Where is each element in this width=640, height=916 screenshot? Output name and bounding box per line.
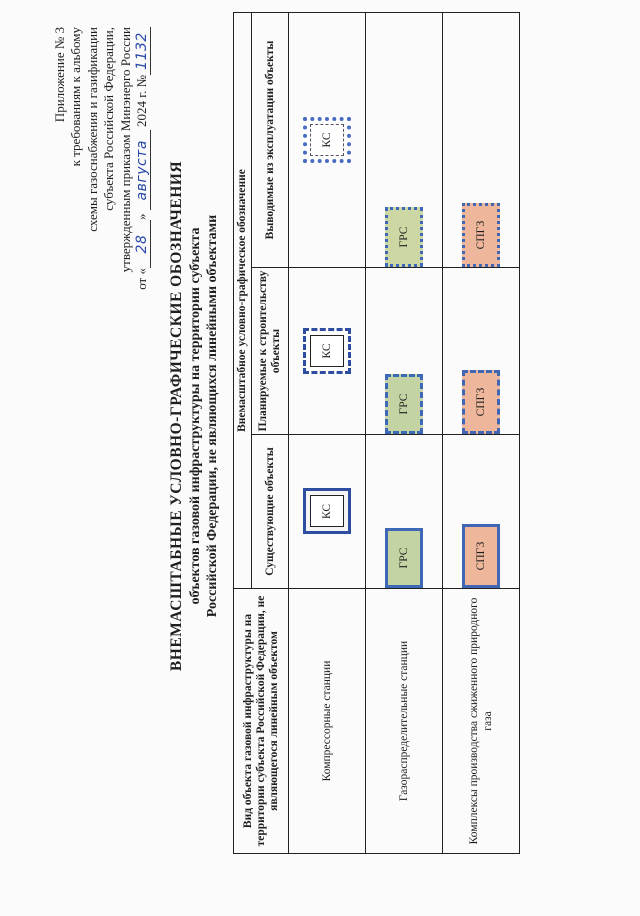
handwritten-day: 28	[134, 220, 151, 268]
symbol-cell	[443, 435, 520, 589]
handwritten-number: 1132	[134, 27, 151, 75]
table-row	[443, 13, 520, 854]
lng-complex-existing-symbol: СПГЗ	[462, 524, 500, 588]
compressor-station-decommissioned-symbol	[303, 117, 351, 163]
symbol-cell	[443, 268, 520, 435]
compressor-station-planned-symbol	[303, 328, 351, 374]
header-decommissioned: Выводимые из эксплуатации объекты	[252, 13, 289, 268]
appendix-line: Приложение № 3	[52, 27, 67, 123]
symbol-cell	[289, 435, 366, 589]
gas-distribution-station-existing-symbol: ГРС	[385, 528, 423, 588]
symbol-cell	[366, 268, 443, 435]
lng-complex-decommissioned-symbol: СПГЗ	[462, 203, 500, 267]
header-existing: Существующие объекты	[252, 435, 289, 589]
symbol-cell	[366, 435, 443, 589]
symbol-label: КС	[310, 496, 344, 528]
row-kind-label: Комплексы производства сжиженного природного газа	[443, 589, 520, 854]
symbol-cell	[443, 13, 520, 268]
date-year: 2024 г. №	[134, 75, 150, 128]
symbol-label: КС	[310, 335, 344, 367]
appendix-line: субъекта Российской Федерации,	[101, 27, 117, 211]
heading-subtitle-2: Российской Федерации, не являющихся линейными объектами	[205, 214, 220, 618]
symbol-cell	[289, 268, 366, 435]
table-row	[366, 13, 443, 854]
header-object-kind: Вид объекта газовой инфраструктуры на территории субъекта Российской Федерации, не являющегося линейным объектом	[234, 589, 289, 854]
appendix-line: утвержденным приказом Минэнерго России	[117, 27, 133, 273]
appendix-block	[52, 27, 151, 547]
row-kind-label: Газораспределительные станции	[366, 589, 443, 854]
date-prefix: от «	[134, 268, 150, 290]
row-kind-label: Компрессорные станции	[289, 589, 366, 854]
heading-title: ВНЕМАСШТАБНЫЕ УСЛОВНО-ГРАФИЧЕСКИЕ ОБОЗНАЧЕНИЯ	[168, 160, 185, 672]
date-sep: »	[134, 213, 150, 221]
lng-complex-planned-symbol: СПГЗ	[462, 370, 500, 434]
header-planned: Планируемые к строительству объекты	[252, 268, 289, 435]
heading-subtitle-1: объектов газовой инфраструктуры на территории субъекта	[188, 227, 203, 605]
table-row	[289, 13, 366, 854]
appendix-date-line	[134, 27, 151, 547]
compressor-station-existing-symbol	[303, 489, 351, 535]
document-heading	[167, 66, 221, 766]
symbol-cell	[289, 13, 366, 268]
legend-table	[233, 12, 520, 854]
appendix-line: схемы газоснабжения и газификации	[84, 27, 100, 232]
gas-distribution-station-decommissioned-symbol: ГРС	[385, 207, 423, 267]
appendix-line: к требованиям к альбому	[68, 27, 84, 167]
header-symbol-group: Внемасштабное условно-графическое обозначение	[234, 13, 252, 589]
symbol-cell	[366, 13, 443, 268]
symbol-label: КС	[310, 124, 344, 156]
gas-distribution-station-planned-symbol: ГРС	[385, 374, 423, 434]
handwritten-month: августа	[134, 130, 151, 210]
